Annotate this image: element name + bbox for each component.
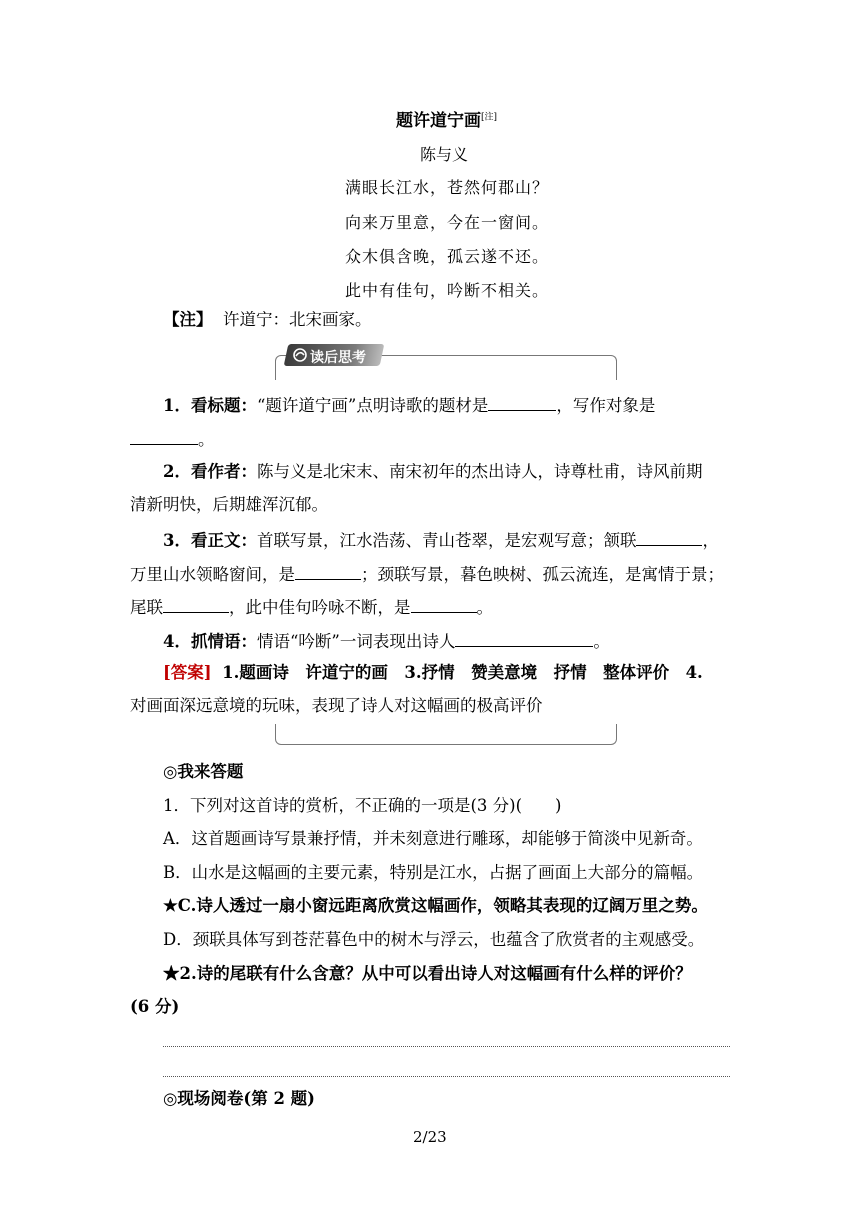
blank-field [163, 598, 229, 613]
box-q1-line1 [163, 396, 655, 415]
answer-line2: 对画面深远意境的玩味，表现了诗人对这幅画的极高评价 [130, 696, 543, 715]
reading-box-bottom-border [275, 724, 617, 745]
poem-title-note: [注] [481, 112, 498, 123]
box-q3-text-b1: 万里山水领略窗间，是 [130, 565, 295, 584]
swirl-icon [292, 347, 308, 363]
option-a: A．这首题画诗写景兼抒情，并未刻意进行雕琢，却能够于简淡中见新奇。 [163, 829, 703, 848]
box-q1-text-b: ，写作对象是 [556, 396, 656, 415]
box-q1-line2 [130, 430, 215, 449]
section-heading-answer: ◎我来答题 [163, 762, 244, 781]
box-q3-label: 3．看正文： [163, 531, 257, 550]
poem-note-label: 【注】 [163, 310, 213, 329]
poem-line-4: 此中有佳句，吟断不相关。 [345, 281, 550, 300]
box-q3-text: 首联写景，江水浩荡、青山苍翠，是宏观写意；颔联 [256, 531, 637, 550]
blank-field [455, 632, 593, 647]
blank-field [488, 396, 556, 411]
question-2-line1: ★2.诗的尾联有什么含意？从中可以看出诗人对这幅画有什么样的评价？ [163, 964, 692, 983]
box-q3-comma: ， [702, 531, 719, 550]
poem-title [396, 106, 497, 131]
blank-field [411, 598, 477, 613]
option-c: ★C.诗人透过一扇小窗远距离欣赏这幅画作，领略其表现的辽阔万里之势。 [163, 896, 708, 915]
section-heading-review: ◎现场阅卷(第 2 题) [163, 1089, 315, 1108]
box-q3-line2 [130, 565, 724, 584]
box-q3-text-c2: ，此中佳句吟咏不断，是 [229, 598, 411, 617]
option-b: B．山水是这幅画的主要元素，特别是江水，占据了画面上大部分的篇幅。 [163, 863, 704, 882]
question-2-line2: (6 分) [130, 997, 180, 1016]
answer-tag: [答案] [163, 663, 212, 682]
poem-line-2: 向来万里意，今在一窗间。 [345, 213, 550, 232]
poem-line-1: 满眼长江水，苍然何郡山？ [345, 178, 550, 197]
poem-author: 陈与义 [420, 145, 469, 164]
box-q3-text-c3: 。 [476, 598, 493, 617]
blank-field [130, 430, 198, 445]
question-1: 1．下列对这首诗的赏析，不正确的一项是(3 分)( ) [163, 796, 562, 815]
box-q2-text: 陈与义是北宋末、南宋初年的杰出诗人，诗尊杜甫，诗风前期 [256, 462, 703, 481]
poem-note [163, 312, 372, 329]
poem-title-text: 题许道宁画 [396, 111, 481, 131]
blank-field [295, 565, 361, 580]
box-q2-line2: 清新明快，后期雄浑沉郁。 [130, 495, 328, 514]
box-q4-end: 。 [593, 632, 610, 651]
box-q1-text: “题许道宁画”点明诗歌的题材是 [256, 396, 489, 415]
page-number: 2/23 [413, 1128, 447, 1146]
blank-field [636, 531, 702, 546]
answer-line1 [163, 665, 703, 682]
box-q2-label: 2．看作者： [163, 462, 257, 481]
box-q1-text-c: 。 [198, 430, 215, 449]
box-q2-line1 [163, 464, 702, 481]
box-q4-line [163, 632, 610, 651]
box-q3-line3 [130, 598, 493, 617]
option-d: D．颈联具体写到苍茫暮色中的树木与浮云，也蕴含了欣赏者的主观感受。 [163, 930, 705, 949]
reading-banner-label: 读后思考 [310, 350, 366, 366]
box-q3-text-b2: ；颈联写景，暮色映树、孤云流连，是寓情于景； [361, 565, 724, 584]
box-q3-text-c1: 尾联 [130, 598, 163, 617]
box-q3-line1 [163, 531, 719, 550]
box-q4-text: 情语“吟断”一词表现出诗人 [256, 632, 456, 651]
answer-line-dotted-2 [163, 1076, 730, 1077]
box-q4-label: 4．抓情语： [163, 632, 257, 651]
poem-line-3: 众木俱含晚，孤云遂不还。 [345, 247, 550, 266]
box-q1-label: 1．看标题： [163, 396, 257, 415]
answer-text-1: 1.题画诗 许道宁的画 3.抒情 赞美意境 抒情 整体评价 4. [222, 663, 703, 682]
answer-line-dotted-1 [163, 1046, 730, 1047]
poem-note-text: 许道宁：北宋画家。 [223, 310, 372, 329]
